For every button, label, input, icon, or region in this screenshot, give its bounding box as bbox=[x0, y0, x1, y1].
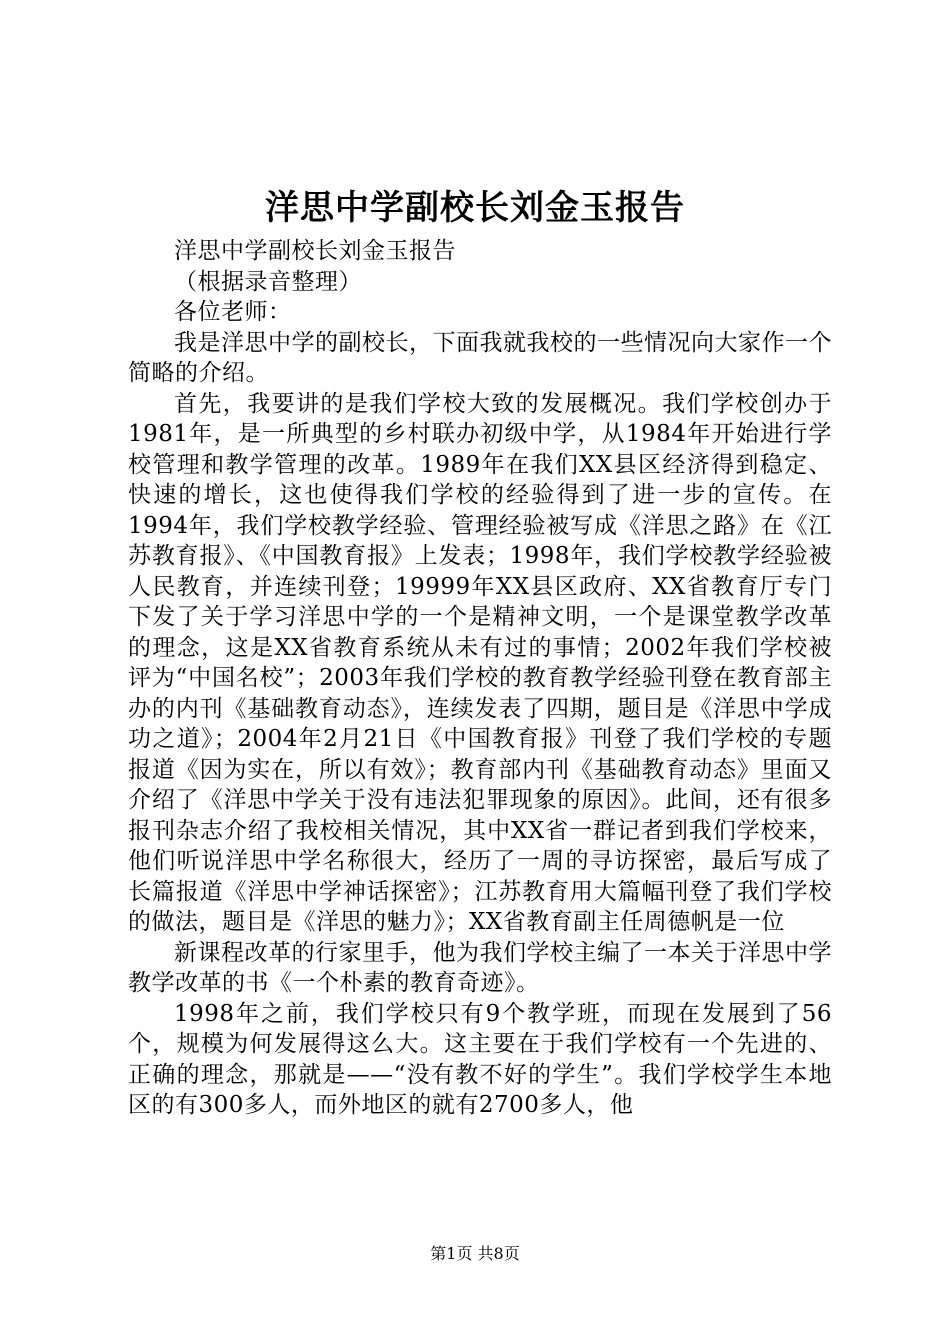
page-number-footer: 第1页 共8页 bbox=[430, 1244, 520, 1263]
document-body bbox=[128, 236, 832, 1121]
subtitle-paragraph: 洋思中学副校长刘金玉报告 bbox=[174, 238, 456, 264]
document-title: 洋思中学副校长刘金玉报告 bbox=[265, 188, 685, 228]
body-paragraph: 首先，我要讲的是我们学校大致的发展概况。我们学校创办于1981年，是一所典型的乡村联办初级中学，从1984年开始进行学校管理和教学管理的改革。1989年在我们XX县区经济得到稳定、快速的增长，这也使得我们学校的经验得到了进一步的宣传。在1994年，我们学校教学经验、管理经验被写成《洋思之路》在《江苏教育报》、《中国教育报》上发表；1998年，我们学校教学经验被人民教育，并连续刊登；19999年XX县区政府、XX省教育厅专门下发了关于学习洋思中学的一个是精神文明，一个是课堂教学改革的理念，这是XX省教育系统从未有过的事情；2002年我们学校被评为“中国名校”；2003年我们学校的教育教学经验刊登在教育部主办的内刊《基础教育动态》，连续发表了四期，题目是《洋思中学成功之道》；2004年2月21日《中国教育报》刊登了我们学校的专题报道《因为实在，所以有效》；教育部内刊《基础教育动态》里面又介绍了《洋思中学关于没有违法犯罪现象的原因》。此间，还有很多报刊杂志介绍了我校相关情况，其中XX省一群记者到我们学校来，他们听说洋思中学名称很大，经历了一周的寻访探密，最后写成了长篇报道《洋思中学神话探密》；江苏教育用大篇幅刊登了我们学校的做法，题目是《洋思的魅力》；XX省教育副主任周德帆是一位 bbox=[128, 390, 832, 935]
body-paragraph: 1998年之前，我们学校只有9个教学班，而现在发展到了56个，规模为何发展得这么大。这主要在于我们学校有一个先进的、正确的理念，那就是——“没有教不好的学生”。我们学校学生本地区的有300多人，而外地区的就有2700多人，他 bbox=[128, 1000, 832, 1118]
body-paragraph: 我是洋思中学的副校长，下面我就我校的一些情况向大家作一个简略的介绍。 bbox=[128, 329, 832, 386]
salutation-paragraph: 各位老师： bbox=[174, 299, 292, 325]
body-paragraph: 新课程改革的行家里手，他为我们学校主编了一本关于洋思中学教学改革的书《一个朴素的教育奇迹》。 bbox=[128, 939, 832, 996]
note-paragraph: （根据录音整理） bbox=[174, 268, 362, 295]
